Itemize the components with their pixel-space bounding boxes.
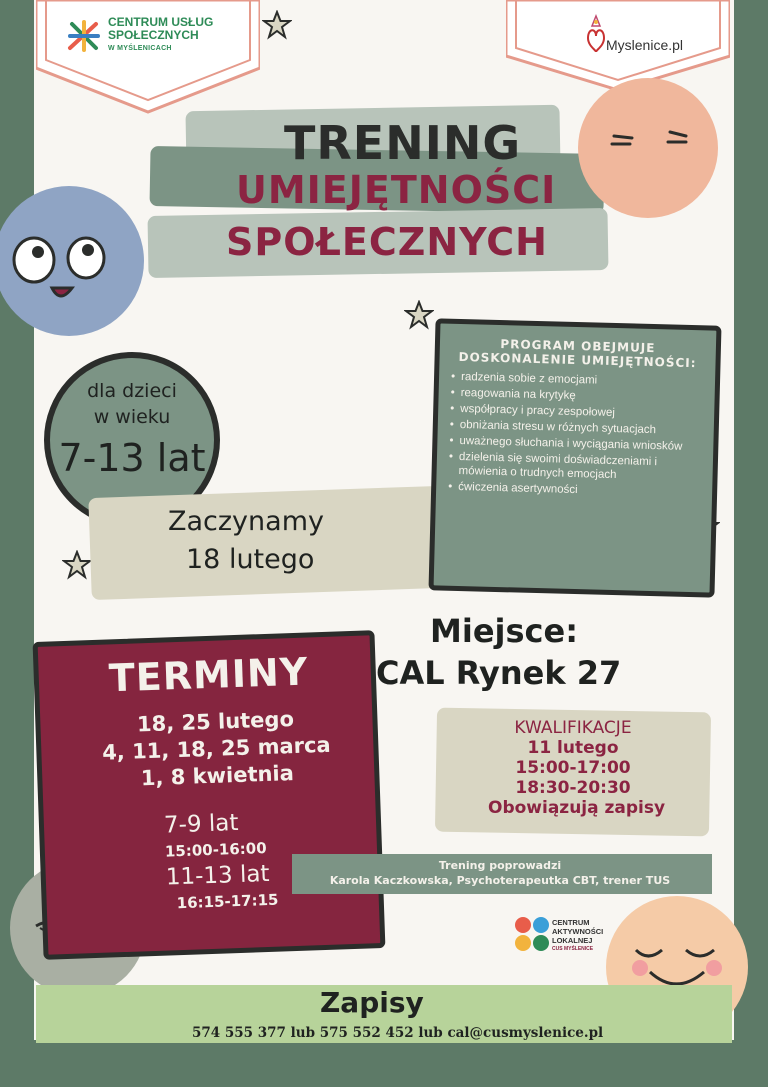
star-icon (404, 300, 434, 330)
start-brush (88, 486, 441, 600)
frame-bottom (0, 1040, 768, 1087)
terms-dates (70, 704, 363, 795)
title-line2: UMIEJĘTNOŚCI (236, 168, 557, 212)
program-title (439, 335, 716, 370)
myslenice-logo-text: Myslenice.pl (606, 37, 684, 53)
signup-contact: 574 555 377 lub 575 552 452 lub cal@cusmyslenice.pl (192, 1025, 604, 1041)
terms-dates-line3: 1, 8 kwietnia (140, 761, 295, 791)
sleepy-face-circle (578, 78, 718, 218)
program-item: • radzenia sobie z emocjami (451, 370, 705, 391)
qualification-time2: 18:30-20:30 (515, 778, 631, 798)
trainer-line1: Trening poprowadzi (438, 859, 562, 872)
qualification-note: Obowiązują zapisy (488, 798, 666, 818)
star-icon (62, 550, 92, 580)
qualification-block (488, 718, 666, 818)
title-line3: SPOŁECZNYCH (226, 220, 548, 264)
cus-line3: W MYŚLENICACH (108, 45, 172, 52)
program-item: • współpracy i pracy zespołowej (450, 402, 704, 423)
trainer-line2: Karola Kaczkowska, Psychoterapeutka CBT, trener TUS (329, 874, 671, 887)
cus-line1: CENTRUM USŁUG (108, 15, 214, 29)
start-line2: 18 lutego (186, 544, 315, 575)
age-line2: w wieku (93, 406, 171, 428)
qualification-title: KWALIFIKACJE (514, 718, 632, 738)
surprised-face-icon (0, 186, 144, 336)
sleepy-face-icon (578, 78, 718, 218)
cal-dots-icon (514, 916, 550, 952)
program-item: • uważnego słuchania i wyciągania wniosków (449, 434, 703, 455)
group1-time: 15:00-16:00 (164, 839, 267, 861)
qualification-time1: 15:00-17:00 (515, 758, 631, 778)
group1-age: 7-9 lat (163, 809, 239, 839)
program-item: • obniżania stresu w różnych sytuacjach (450, 418, 704, 439)
terms-dates-line1: 18, 25 lutego (136, 706, 295, 737)
place-label: Miejsce: (430, 612, 578, 650)
terms-dates-line2: 4, 11, 18, 25 marca (101, 732, 331, 765)
surprised-face-circle (0, 186, 144, 336)
age-line1: dla dzieci (87, 380, 177, 402)
trainer-info (300, 858, 700, 888)
cal-line2: AKTYWNOŚCI (552, 927, 604, 936)
signup-title: Zapisy (320, 986, 424, 1019)
program-title-line1: PROGRAM OBEJMUJE (500, 337, 656, 356)
myslenice-logo-banner (506, 0, 730, 90)
qualification-date: 11 lutego (527, 738, 619, 758)
program-item: • dzielenia się swoimi doświadczeniami i mówienia o trudnych emocjach (448, 450, 703, 485)
program-list (436, 369, 715, 500)
cal-sub: CUS MYŚLENICE (552, 946, 594, 952)
cal-line3: LOKALNEJ (552, 936, 593, 945)
town-crest-icon (584, 14, 608, 54)
start-line1: Zaczynamy (168, 506, 324, 537)
terms-box (33, 630, 386, 960)
place-address: CAL Rynek 27 (376, 654, 622, 692)
terms-title: TERMINY (108, 649, 309, 701)
cal-logo-text (552, 918, 603, 954)
program-box (428, 318, 721, 597)
cus-logo-text (108, 16, 213, 55)
program-title-line2: DOSKONALENIE UMIEJĘTNOŚCI: (458, 349, 697, 371)
program-item: • reagowania na krytykę (450, 386, 704, 407)
age-line3: 7-13 lat (58, 436, 206, 480)
program-item: • ćwiczenia asertywności (448, 480, 702, 501)
cus-line2: SPOŁECZNYCH (108, 28, 199, 42)
cus-logo-banner (36, 0, 260, 118)
title-line1: TRENING (284, 116, 522, 170)
star-icon (262, 10, 292, 40)
group2-time: 16:15-17:15 (176, 890, 279, 913)
group2-age: 11-13 lat (165, 860, 270, 891)
cal-logo (500, 906, 610, 966)
cus-hands-icon (66, 18, 102, 54)
cal-line1: CENTRUM (552, 918, 590, 927)
